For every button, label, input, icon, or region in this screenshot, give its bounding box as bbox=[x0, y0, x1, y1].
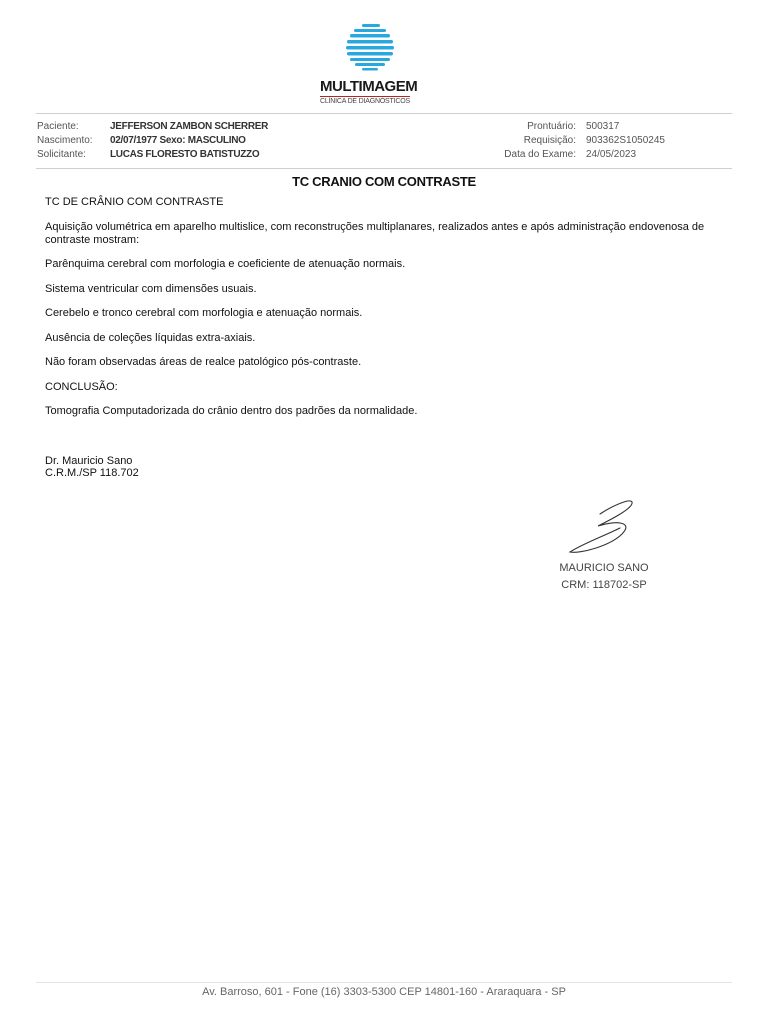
handwritten-signature bbox=[560, 496, 650, 558]
clinic-logo bbox=[300, 18, 440, 108]
header-left-labels bbox=[37, 120, 93, 162]
signature-crm: CRM: 118702-SP bbox=[561, 579, 647, 591]
globe-icon bbox=[344, 22, 396, 74]
report-body bbox=[45, 196, 725, 430]
requisition-value: 903362S1050245 bbox=[586, 135, 665, 146]
report-paragraph: Não foram observadas áreas de realce patológico pós-contraste. bbox=[45, 356, 362, 368]
report-paragraph: Cerebelo e tronco cerebral com morfologia e atenuação normais. bbox=[45, 307, 363, 319]
doctor-block bbox=[45, 455, 139, 479]
requester-label: Solicitante: bbox=[37, 149, 86, 160]
record-label: Prontuário: bbox=[527, 121, 576, 132]
signature-block bbox=[556, 560, 652, 594]
conclusion-text: Tomografia Computadorizada do crânio dentro dos padrões da normalidade. bbox=[45, 405, 418, 417]
report-paragraph: Ausência de coleções líquidas extra-axiais. bbox=[45, 331, 256, 344]
patient-label: Paciente: bbox=[37, 121, 79, 132]
report-paragraph: Aquisição volumétrica em aparelho multislice, com reconstruções multiplanares, realizados antes e após administração endovenosa de contraste mostram: bbox=[45, 220, 705, 246]
birth-label: Nascimento: bbox=[37, 135, 93, 146]
exam-date-label: Data do Exame: bbox=[504, 149, 576, 160]
header-bottom-rule bbox=[36, 168, 732, 169]
report-paragraph: TC DE CRÂNIO COM CONTRASTE bbox=[45, 196, 224, 208]
record-value: 500317 bbox=[586, 121, 620, 132]
brand-subtitle: CLÍNICA DE DIAGNÓSTICOS bbox=[320, 98, 410, 105]
header-top-rule bbox=[36, 113, 732, 114]
doctor-name: Dr. Mauricio Sano bbox=[45, 455, 133, 467]
patient-value: JEFFERSON ZAMBON SCHERRER bbox=[110, 121, 269, 132]
report-title: TC CRANIO COM CONTRASTE bbox=[292, 174, 476, 189]
birth-value: 02/07/1977 Sexo: MASCULINO bbox=[110, 135, 246, 146]
requester-value: LUCAS FLORESTO BATISTUZZO bbox=[110, 149, 260, 160]
footer-rule bbox=[36, 982, 732, 983]
header-right-values bbox=[586, 120, 665, 162]
report-paragraph: Sistema ventricular com dimensões usuais. bbox=[45, 282, 257, 295]
exam-date-value: 24/05/2023 bbox=[586, 149, 637, 160]
report-paragraph: Parênquima cerebral com morfologia e coeficiente de atenuação normais. bbox=[45, 258, 406, 270]
footer-address: Av. Barroso, 601 - Fone (16) 3303-5300 CEP 14801-160 - Araraquara - SP bbox=[202, 986, 566, 998]
brand-name: MULTIMAGEM bbox=[320, 78, 418, 95]
header-left-values bbox=[110, 120, 268, 162]
doctor-crm: C.R.M./SP 118.702 bbox=[45, 467, 139, 479]
conclusion-heading: CONCLUSÃO: bbox=[45, 380, 118, 393]
signature-name: MAURICIO SANO bbox=[559, 562, 649, 574]
header-right-labels bbox=[460, 120, 576, 162]
requisition-label: Requisição: bbox=[523, 135, 576, 146]
